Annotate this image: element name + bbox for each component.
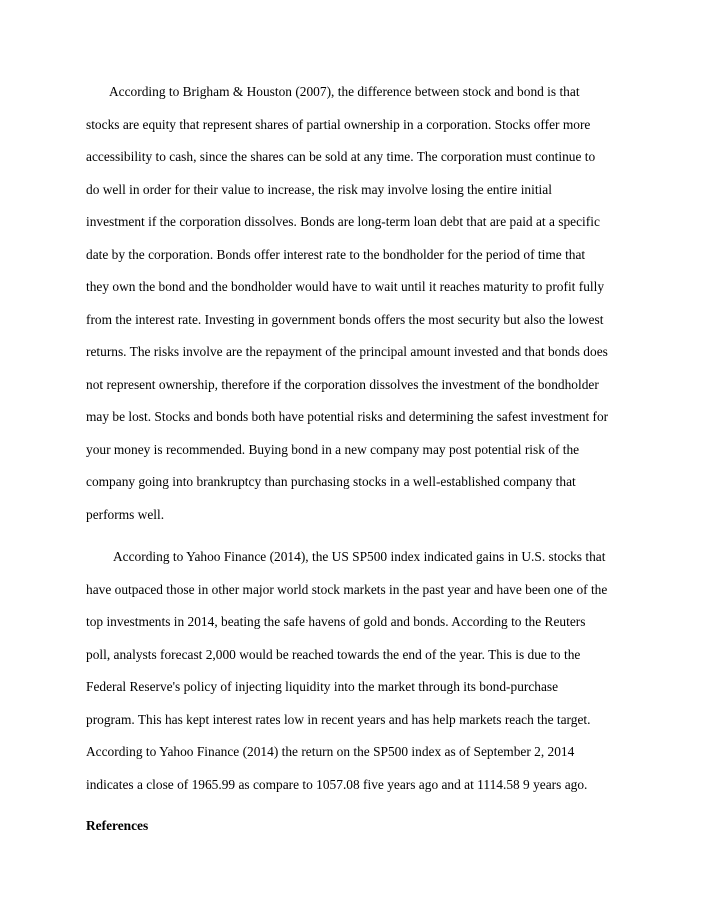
paragraph-line: According to Yahoo Finance (2014), the US SP500 index indicated gains in U.S. stocks that [113,549,606,564]
references-heading: References [86,818,149,833]
paragraph-line: performs well. [86,506,165,522]
paragraph-line: top investments in 2014, beating the safe havens of gold and bonds. According to the Reuters [86,614,586,629]
paragraph-line: investment if the corporation dissolves. Bonds are long-term loan debt that are paid at a specific [86,214,600,229]
paragraph-line: have outpaced those in other major world stock markets in the past year and have been one of the [86,581,608,597]
paragraph-line: date by the corporation. Bonds offer interest rate to the bondholder for the period of time that [86,246,586,262]
paragraph-line: Federal Reserve's policy of injecting liquidity into the market through its bond-purchase [86,679,559,694]
paragraph-line: from the interest rate. Investing in government bonds offers the most security but also the lowest [86,311,604,327]
paragraph-line: returns. The risks involve are the repayment of the principal amount invested and that bonds does [86,344,608,359]
paragraph-line: company going into brankruptcy than purchasing stocks in a well-established company that [86,474,576,489]
paragraph-line: program. This has kept interest rates low in recent years and has help markets reach the target. [86,711,591,727]
paragraph-line: not represent ownership, therefore if the corporation dissolves the investment of the bondholder [86,376,599,392]
paragraph-line: your money is recommended. Buying bond in a new company may post potential risk of the [86,441,580,457]
paragraph-line: stocks are equity that represent shares of partial ownership in a corporation. Stocks offer more [86,116,591,132]
paragraph-line: According to Yahoo Finance (2014) the return on the SP500 index as of September 2, 2014 [86,744,575,759]
paragraph-line: they own the bond and the bondholder would have to wait until it reaches maturity to profit fully [86,279,605,294]
paragraph-line: According to Brigham & Houston (2007), the difference between stock and bond is that [109,84,580,99]
paragraph-line: poll, analysts forecast 2,000 would be reached towards the end of the year. This is due to the [86,646,581,662]
paragraph-line: indicates a close of 1965.99 as compare to 1057.08 five years ago and at 1114.58 9 years ago. [86,776,588,792]
paragraph-line: may be lost. Stocks and bonds both have potential risks and determining the safest investment for [86,409,609,424]
paragraph-line: accessibility to cash, since the shares can be sold at any time. The corporation must continue to [86,149,596,164]
paragraph-line: do well in order for their value to increase, the risk may involve losing the entire initial [86,181,552,197]
